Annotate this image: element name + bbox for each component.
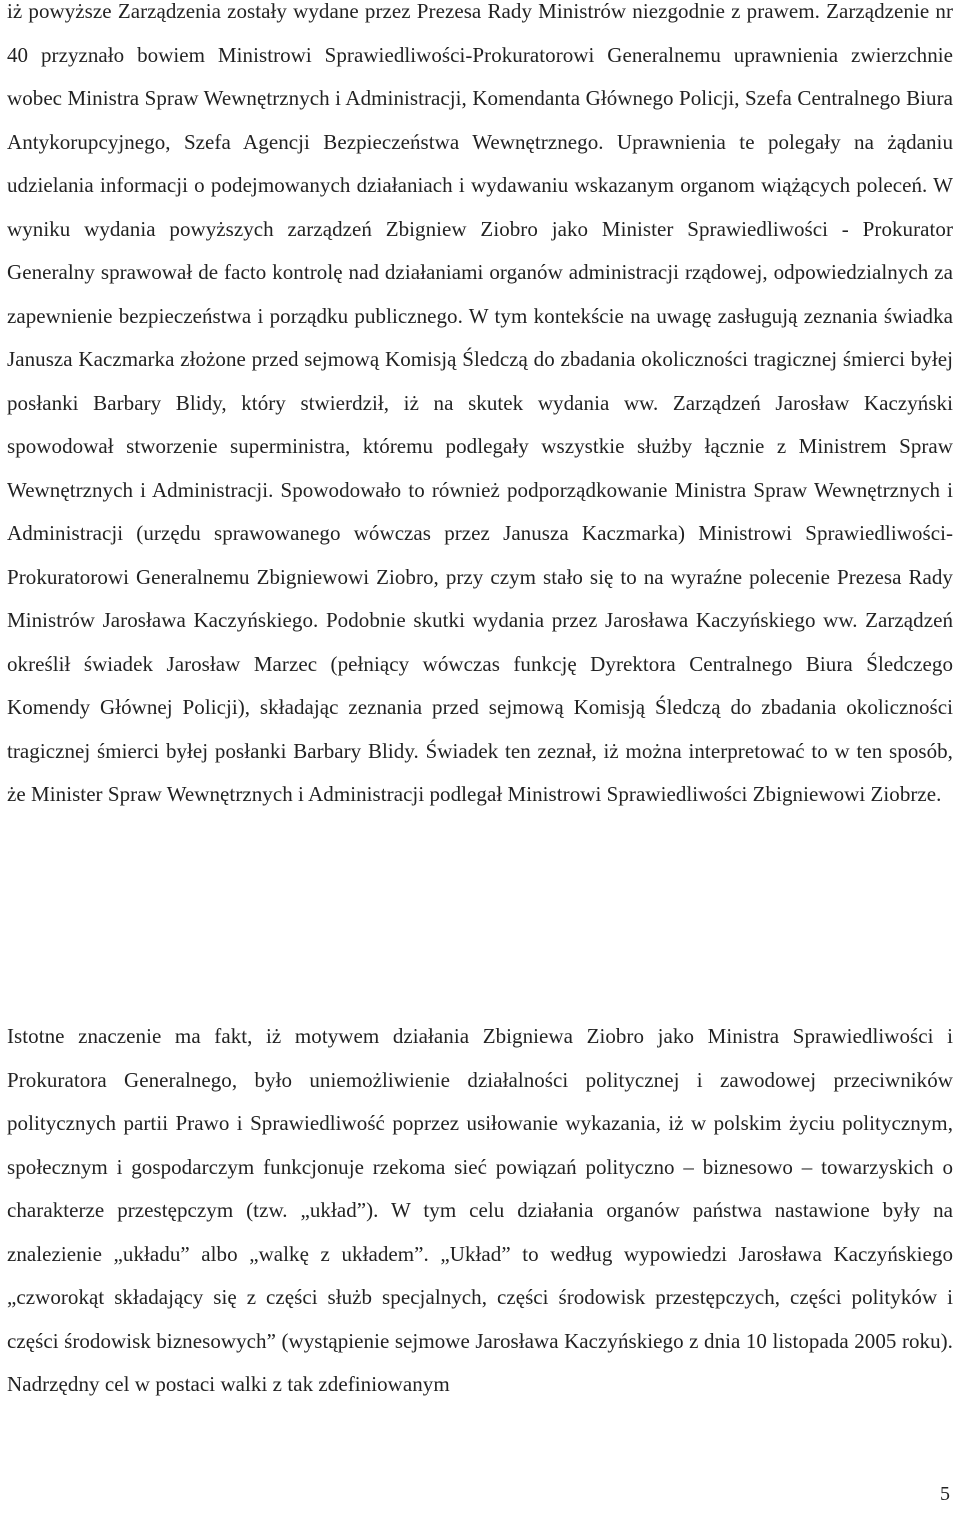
body-paragraph-2: Istotne znaczenie ma fakt, iż motywem działania Zbigniewa Ziobro jako Ministra Sprawiedliwości i Prokuratora Generalnego, było uniemożliwienie działalności politycznej i zawodowej przeciwników politycznych partii Prawo i Sprawiedliwość poprzez usiłowanie wykazania, iż w polskim życiu politycznym, społecznym i gospodarczym funkcjonuje rzekoma sieć powiązań polityczno – biznesowo – towarzyskich o charakterze przestępczym (tzw. „układ”). W tym celu działania organów państwa nastawione były na znalezienie „układu” albo „walkę z układem”. „Układ” to według wypowiedzi Jarosława Kaczyńskiego „czworokąt składający się z części służb specjalnych, części środowisk przestępczych, części polityków i części środowisk biznesowych” (wystąpienie sejmowe Jarosława Kaczyńskiego z dnia 10 listopada 2005 roku). Nadrzędny cel w postaci walki z tak zdefiniowanym [7,1024,953,1396]
page-number: 5 [940,1483,950,1505]
body-paragraph-1: iż powyższe Zarządzenia zostały wydane przez Prezesa Rady Ministrów niezgodnie z prawem. Zarządzenie nr 40 przyznało bowiem Ministrowi Sprawiedliwości-Prokuratorowi Generalnemu uprawnienia zwierzchnie wobec Ministra Spraw Wewnętrznych i Administracji, Komendanta Głównego Policji, Szefa Centralnego Biura Antykorupcyjnego, Szefa Agencji Bezpieczeństwa Wewnętrznego. Uprawnienia te polegały na żądaniu udzielania informacji o podejmowanych działaniach i wydawaniu wskazanym organom wiążących poleceń. W wyniku wydania powyższych zarządzeń Zbigniew Ziobro jako Minister Sprawiedliwości - Prokurator Generalny sprawował de facto kontrolę nad działaniami organów administracji rządowej, odpowiedzialnych za zapewnienie bezpieczeństwa i porządku publicznego. W tym kontekście na uwagę zasługują zeznania świadka Janusza Kaczmarka złożone przed sejmową Komisją Śledczą do zbadania okoliczności tragicznej śmierci byłej posłanki Barbary Blidy, który stwierdził, iż na skutek wydania ww. Zarządzeń Jarosław Kaczyński spowodował stworzenie superministra, któremu podlegały wszystkie służby łącznie z Ministrem Spraw Wewnętrznych i Administracji. Spowodowało to również podporządkowanie Ministra Spraw Wewnętrznych i Administracji (urzędu sprawowanego wówczas przez Janusza Kaczmarka) Ministrowi Sprawiedliwości-Prokuratorowi Generalnemu Zbigniewowi Ziobro, przy czym stało się to na wyraźne polecenie Prezesa Rady Ministrów Jarosława Kaczyńskiego. Podobnie skutki wydania przez Jarosława Kaczyńskiego ww. Zarządzeń określił świadek Jarosław Marzec (pełniący wówczas funkcję Dyrektora Centralnego Biura Śledczego Komendy Głównej Policji), składając zeznania przed sejmową Komisją Śledczą do zbadania okoliczności tragicznej śmierci byłej posłanki Barbary Blidy. Świadek ten zeznał, iż można interpretować to w ten sposób, że Minister Spraw Wewnętrznych i Administracji podlegał Ministrowi Sprawiedliwości Zbigniewowi Ziobrze. [7,0,953,806]
